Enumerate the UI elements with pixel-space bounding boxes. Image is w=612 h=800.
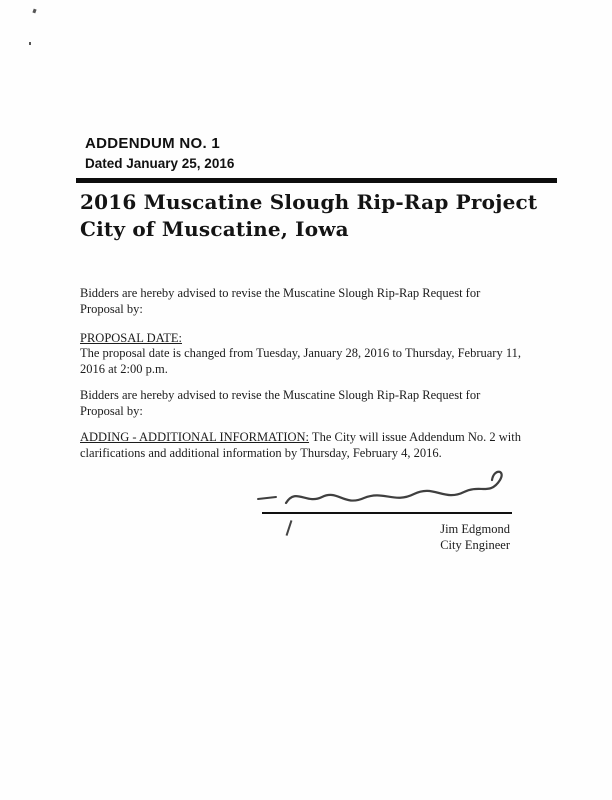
adding-information-body: The City will issue Addendum No. 2 with clarifications and additional information by Thursday, February 4, 2016.	[80, 429, 521, 460]
bidders-notice-1: Bidders are hereby advised to revise the Muscatine Slough Rip-Rap Request for Proposal by:	[80, 285, 481, 316]
signature	[252, 465, 517, 517]
signature-ink	[252, 465, 517, 517]
bidders-notice-2: Bidders are hereby advised to revise the Muscatine Slough Rip-Rap Request for Proposal by:	[80, 387, 481, 418]
adding-information-paragraph	[80, 429, 532, 461]
scan-artifact	[29, 42, 31, 45]
signature-line	[262, 512, 512, 514]
proposal-date-body: The proposal date is changed from Tuesday, January 28, 2016 to Thursday, February 11, 2016 at 2:00 p.m.	[80, 345, 522, 376]
pen-mark-artifact	[286, 520, 293, 536]
signer-title: City Engineer	[440, 538, 510, 552]
project-title-line2: City of Muscatine, Iowa	[80, 217, 349, 241]
signer-block	[310, 521, 510, 553]
scan-artifact	[32, 9, 36, 14]
addendum-number-heading: ADDENDUM NO. 1	[85, 135, 221, 152]
divider-rule	[76, 178, 557, 183]
proposal-date-heading: PROPOSAL DATE:	[80, 330, 182, 345]
addendum-date: Dated January 25, 2016	[85, 156, 235, 171]
signer-name: Jim Edgmond	[440, 522, 510, 536]
project-title-line1: 2016 Muscatine Slough Rip-Rap Project	[80, 190, 538, 214]
project-title	[80, 189, 537, 243]
adding-information-heading: ADDING - ADDITIONAL INFORMATION:	[80, 429, 310, 444]
